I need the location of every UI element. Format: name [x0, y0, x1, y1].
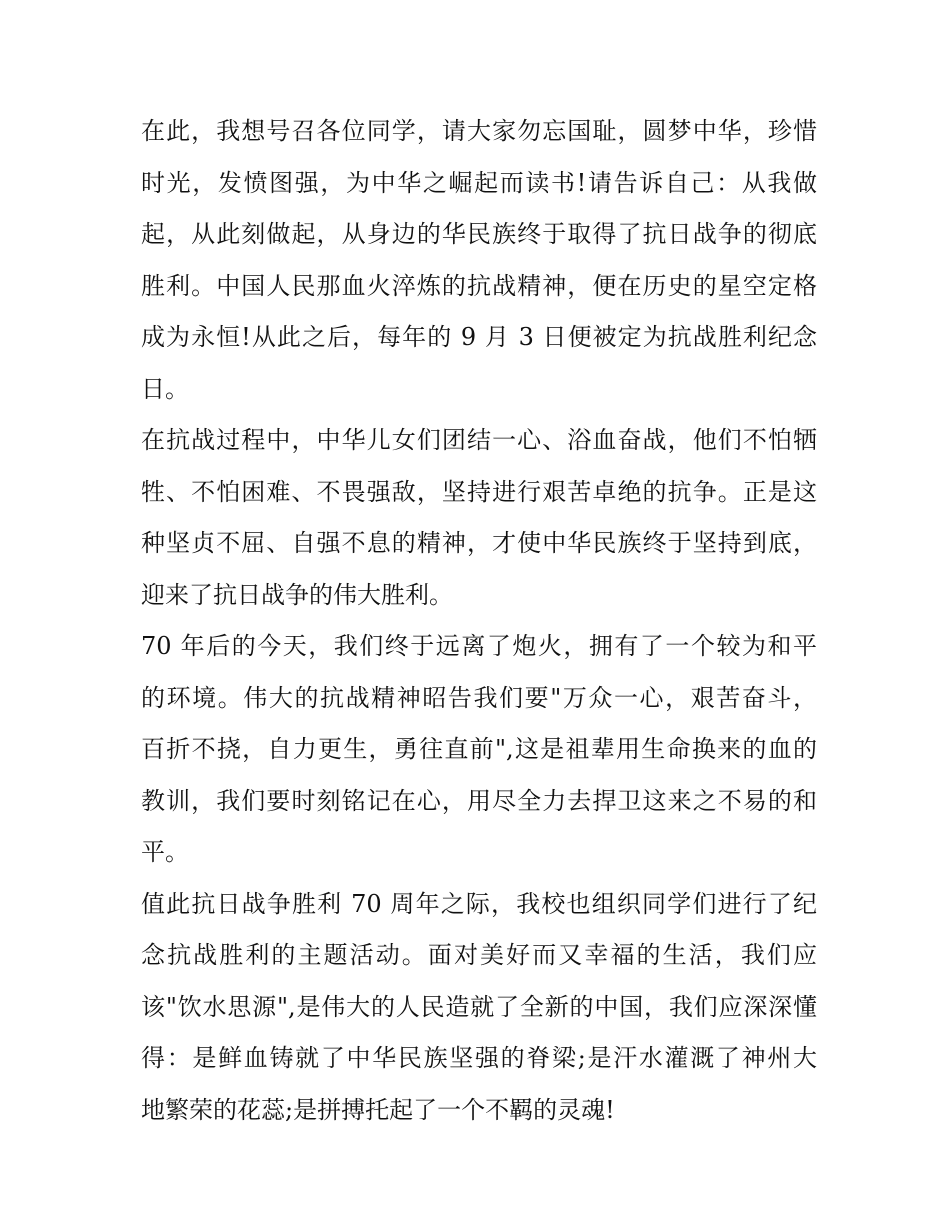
- text-line: 该"饮水思源",是伟大的人民造就了全新的中国，我们应深深懂: [141, 992, 817, 1021]
- text-line: 日。: [141, 374, 189, 403]
- text-line: 在抗战过程中，中华儿女们团结一心、浴血奋战，他们不怕牺: [141, 426, 817, 454]
- paragraph-4: [141, 879, 817, 1137]
- text-line: 胜利。中国人民那血火淬炼的抗战精神，便在历史的星空定格: [141, 271, 817, 300]
- text-line: 得：是鲜血铸就了中华民族坚强的脊梁;是汗水灌溉了神州大: [141, 1044, 817, 1072]
- text-line: 种坚贞不屈、自强不息的精神，才使中华民族终于坚持到底，: [141, 529, 817, 557]
- text-line: 牲、不怕困难、不畏强敌，坚持进行艰苦卓绝的抗争。正是这: [141, 477, 817, 506]
- paragraph-3: [141, 621, 817, 879]
- paragraph-1: [141, 106, 817, 415]
- text-line: 70 年后的今天，我们终于远离了炮火，拥有了一个较为和平: [141, 632, 817, 660]
- text-line: 教训，我们要时刻铭记在心，用尽全力去捍卫这来之不易的和: [141, 786, 817, 815]
- text-line: 百折不挠，自力更生，勇往直前",这是祖辈用生命换来的血的: [141, 735, 817, 763]
- text-line: 成为永恒!从此之后，每年的 9 月 3 日便被定为抗战胜利纪念: [141, 323, 817, 351]
- text-line: 平。: [141, 838, 189, 866]
- text-line: 起，从此刻做起，从身边的华民族终于取得了抗日战争的彻底: [141, 220, 817, 248]
- text-line: 值此抗日战争胜利 70 周年之际，我校也组织同学们进行了纪: [141, 889, 817, 918]
- document-body: [141, 106, 817, 1136]
- text-line: 的环境。伟大的抗战精神昭告我们要"万众一心，艰苦奋斗，: [141, 683, 817, 712]
- text-line: 地繁荣的花蕊;是拼搏托起了一个不羁的灵魂!: [141, 1095, 615, 1124]
- text-line: 时光，发愤图强，为中华之崛起而读书!请告诉自己：从我做: [141, 168, 817, 197]
- text-line: 迎来了抗日战争的伟大胜利。: [141, 580, 453, 609]
- paragraph-2: [141, 415, 817, 621]
- text-line: 念抗战胜利的主题活动。面对美好而又幸福的生活，我们应: [141, 941, 817, 969]
- text-line: 在此，我想号召各位同学，请大家勿忘国耻，圆梦中华，珍惜: [141, 117, 817, 145]
